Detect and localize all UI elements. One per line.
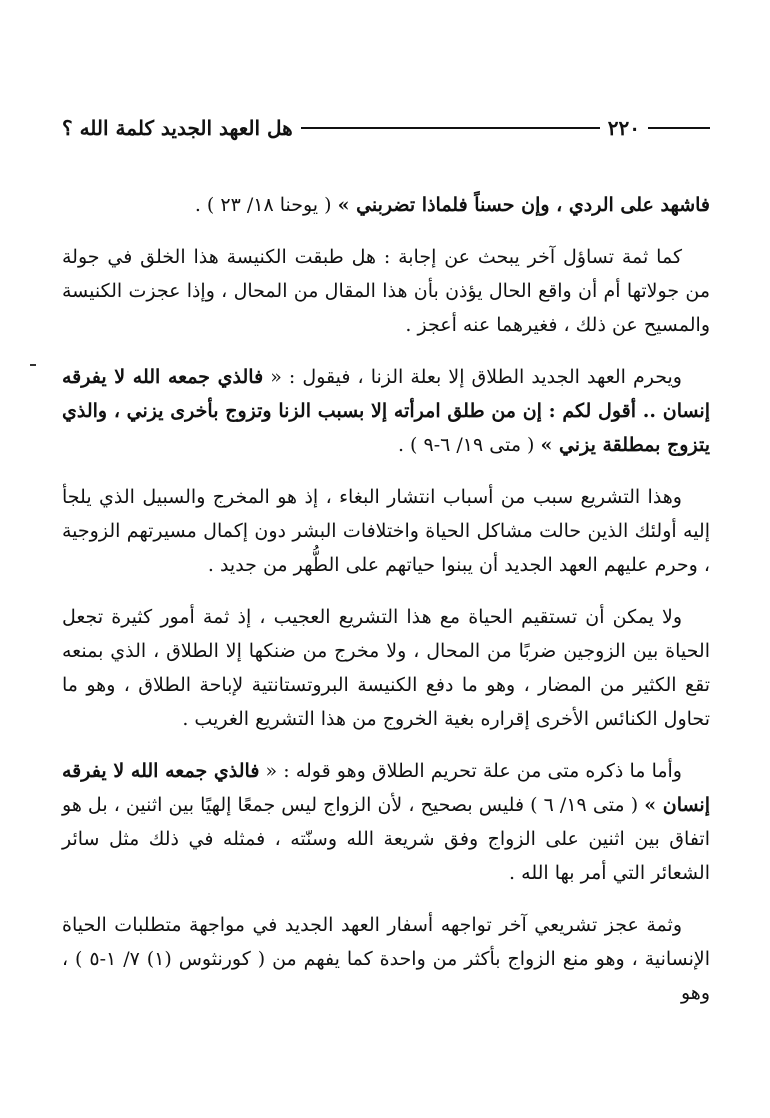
page-number: ٢٢٠	[607, 116, 640, 140]
paragraph	[62, 600, 710, 736]
body-text: وثمة عجز تشريعي آخر تواجهه أسفار العهد الجديد في مواجهة متطلبات الحياة الإنسانية ، وهو منع الزواج بأكثر من واحدة كما يفهم من ( كورنثوس (١) ٧/ ١-٥ ) ، وهو	[62, 914, 711, 1004]
paragraph	[62, 188, 710, 222]
header-rule-right	[648, 127, 710, 129]
header-rule-middle	[301, 127, 600, 129]
body-text: ( متى ١٩/ ٦-٩ ) .	[397, 434, 541, 456]
paragraph	[62, 240, 710, 342]
running-title: هل العهد الجديد كلمة الله ؟	[62, 116, 293, 140]
quoted-text: فاشهد على الردي ، وإن حسناً فلماذا تضربني »	[337, 194, 710, 216]
paragraph	[62, 908, 710, 1010]
body-text: ( متى ١٩/ ٦ ) فليس بصحيح ، لأن الزواج ليس جمعًا إلهيًا بين اثنين ، بل هو اتفاق بين اثنين على الزواج وفق شريعة الله وسنّته ، فمثله في ذلك مثل سائر الشعائر التي أمر بها الله .	[62, 794, 710, 884]
paragraph	[62, 480, 710, 582]
body-text: وهذا التشريع سبب من أسباب انتشار البغاء ، إذ هو المخرج والسبيل الذي يلجأ إليه أولئك الذين حالت مشاكل الحياة واختلافات البشر دون إكمال مسيرتهم الزوجية ، وحرم عليهم العهد الجديد أن يبنوا حياتهم على الطُّهر من جديد .	[62, 486, 710, 576]
page-body	[62, 188, 710, 1010]
book-page	[62, 112, 710, 1102]
quoted-text: فالذي جمعه الله لا يفرقه إنسان .. أقول لكم : إن من طلق امرأته إلا بسبب الزنا وتزوج بأخرى يزني ، والذي يتزوج بمطلقة يزني »	[62, 366, 710, 456]
body-text: ولا يمكن أن تستقيم الحياة مع هذا التشريع العجيب ، إذ ثمة أمور كثيرة تجعل الحياة بين الزوجين ضربًا من المحال ، ولا مخرج من ضنكها إلا الطلاق ، الذي بمنعه تقع الكثير من المضار ، وهو ما دفع الكنيسة البروتستانتية لإباحة الطلاق ، وهو ما تحاول الكنائس الأخرى إقراره بغية الخروج من هذا التشريع الغريب .	[62, 606, 710, 730]
margin-mark	[30, 364, 36, 366]
body-text: كما ثمة تساؤل آخر يبحث عن إجابة : هل طبقت الكنيسة هذا الخلق في جولة من جولاتها أم أن واقع الحال يؤذن بأن هذا المقال من المحال ، وإذا عجزت الكنيسة والمسيح عن ذلك ، فغيرهما عنه أعجز .	[62, 246, 710, 336]
quoted-text: فالذي جمعه الله لا يفرقه إنسان »	[62, 760, 711, 816]
body-text: ويحرم العهد الجديد الطلاق إلا بعلة الزنا ، فيقول : «	[263, 366, 682, 388]
body-text: ( يوحنا ١٨/ ٢٣ ) .	[194, 194, 338, 216]
running-header	[62, 112, 710, 144]
paragraph	[62, 754, 710, 890]
body-text: وأما ما ذكره متى من علة تحريم الطلاق وهو قوله : «	[259, 760, 682, 782]
paragraph	[62, 360, 710, 462]
